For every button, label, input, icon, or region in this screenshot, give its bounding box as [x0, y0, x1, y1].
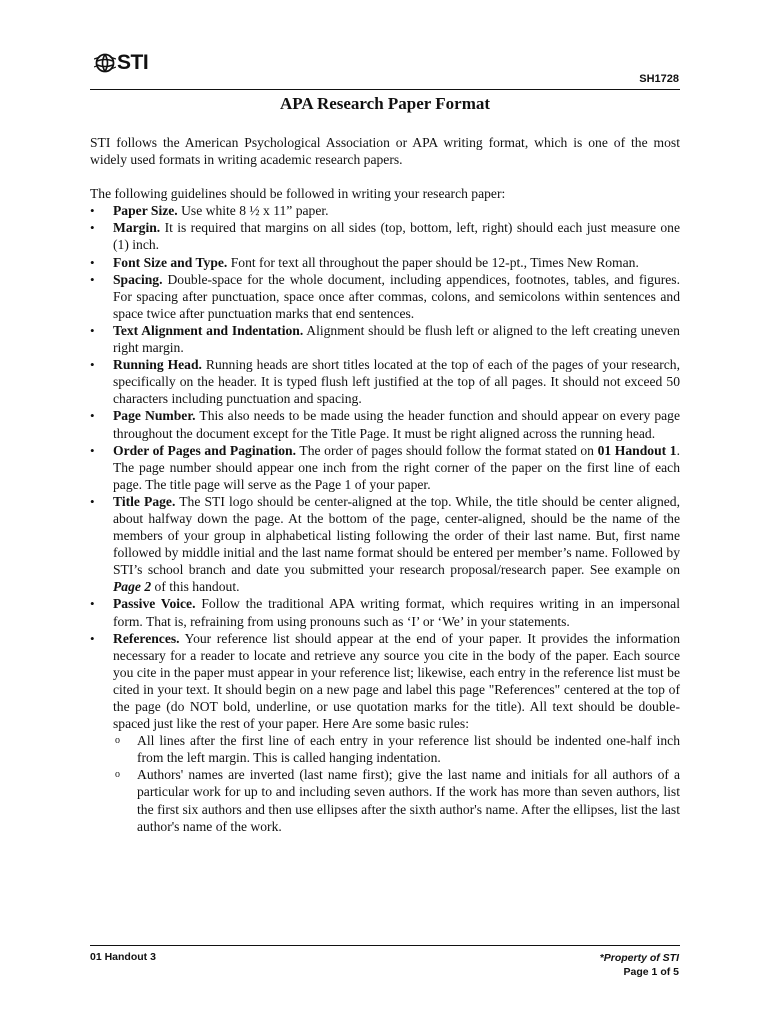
bullet-icon: •	[90, 596, 95, 612]
footer-handout: 01 Handout 3	[90, 951, 156, 963]
list-item	[90, 595, 680, 629]
sub-bullet-text: Authors' names are inverted (last name first); give the last name and initials for all authors of a particular work for up to and including seven authors. If the work has more than seven authors, list the first six authors and then use ellipses after the sixth author's name. After the ellipses, list the last author's name of the work.	[137, 767, 680, 834]
bullet-text: Alignment should be flush left or aligned to the left creating uneven right margin.	[113, 322, 680, 356]
list-item	[90, 630, 680, 835]
page-number: Page 1 of 5	[623, 966, 679, 978]
bullet-title: Font Size and Type.	[113, 254, 228, 270]
bullet-icon: •	[90, 357, 95, 373]
sti-logo	[94, 52, 148, 73]
bullet-icon: •	[90, 408, 95, 424]
list-item	[90, 219, 680, 253]
intro-paragraph: STI follows the American Psychological Association or APA writing format, which is one of the most widely used formats in writing academic research papers.	[90, 135, 680, 168]
bullet-title: Margin.	[113, 220, 161, 236]
bullet-text: The order of pages should follow the format stated on	[296, 442, 598, 458]
footer-info	[600, 951, 679, 979]
list-item	[90, 202, 680, 219]
header-divider	[90, 89, 680, 90]
footer-divider	[90, 945, 680, 946]
bullet-text: This also needs to be made using the header function and should appear on every page throughout the document except for the Title Page. It must be right aligned across the running head.	[113, 408, 681, 441]
bullet-title: References.	[113, 630, 180, 646]
list-item	[90, 322, 680, 356]
footer-property: *Property of STI	[599, 952, 679, 964]
bullet-icon: •	[90, 271, 95, 287]
handout-reference: 01 Handout 1	[597, 442, 677, 458]
bullet-title: Page Number.	[113, 408, 196, 424]
bullet-icon: •	[90, 493, 95, 509]
document-code: SH1728	[639, 73, 679, 85]
guidelines-lead: The following guidelines should be followed in writing your research paper:	[90, 186, 506, 202]
references-rules-list	[113, 732, 680, 835]
bullet-title: Order of Pages and Pagination.	[113, 442, 297, 458]
list-item	[90, 254, 680, 271]
bullet-text: Your reference list should appear at the end of your paper. It provides the information necessary for a reader to locate and retrieve any source you cite in the body of the paper. Each source you cite in the paper must appear in your reference list; likewise, each entry in the reference list must be cited in your text. It should begin on a new page and label this page "References" centered at the top of the page (do NOT bold, underline, or use quotation marks for the title). All text should be double-spaced just like the rest of your paper. Here Are some basic rules:	[113, 630, 680, 732]
guidelines-list	[90, 202, 680, 834]
bullet-text: Double-space for the whole document, including appendices, footnotes, tables, and figures. For spacing after punctuation, space once after commas, colons, and semicolons within sentences and space twice after punctuation marks that end sentences.	[113, 271, 680, 321]
list-item	[90, 407, 680, 441]
page-reference: Page 2	[113, 579, 152, 595]
logo-text: STI	[117, 51, 149, 74]
sub-bullet-icon: o	[115, 769, 120, 781]
bullet-text: Follow the traditional APA writing format, which requires writing in an impersonal form. That is, refraining from using pronouns such as ‘I’ or ‘We’ in your statements.	[113, 596, 680, 629]
bullet-icon: •	[90, 322, 95, 338]
bullet-text: of this handout.	[151, 579, 240, 595]
bullet-title: Title Page.	[113, 493, 176, 509]
bullet-text: Running heads are short titles located at the top of each of the pages of your research, specifically on the header. It is typed flush left justified at the top of all pages. It should not exceed 50 characters including punctuation and spacing.	[113, 357, 680, 407]
bullet-title: Text Alignment and Indentation.	[113, 322, 304, 338]
bullet-icon: •	[90, 203, 95, 219]
bullet-icon: •	[90, 630, 95, 646]
bullet-text: It is required that margins on all sides (top, bottom, left, right) should each just measure one (1) inch.	[113, 220, 680, 253]
bullet-text: Use white 8 ½ x 11” paper.	[177, 203, 329, 219]
list-item	[90, 493, 680, 596]
bullet-title: Passive Voice.	[113, 596, 196, 612]
sub-bullet-text: All lines after the first line of each entry in your reference list should be indented one-half inch from the left margin. This is called hanging indentation.	[137, 733, 680, 766]
bullet-title: Spacing.	[113, 271, 163, 287]
list-item	[90, 442, 680, 493]
sub-list-item	[113, 732, 680, 766]
bullet-title: Running Head.	[113, 357, 202, 373]
bullet-icon: •	[90, 254, 95, 270]
bullet-icon: •	[90, 442, 95, 458]
bullet-title: Paper Size.	[113, 203, 178, 219]
sub-bullet-icon: o	[115, 735, 120, 747]
list-item	[90, 271, 680, 322]
list-item	[90, 356, 680, 407]
bullet-text: The STI logo should be center-aligned at the top. While, the title should be center aligned, about halfway down the page. At the bottom of the page, center-aligned, should be the name of the members of your group in alphabetical listing following the order of their last name. But, first name followed by middle initial and the last name format should be entered per member’s name. Followed by STI’s school branch and date you submitted your research proposal/research paper. See example on	[113, 493, 680, 578]
bullet-text: Font for text all throughout the paper should be 12-pt., Times New Roman.	[227, 254, 639, 270]
bullet-icon: •	[90, 220, 95, 236]
globe-icon	[94, 53, 116, 73]
page-title: APA Research Paper Format	[279, 94, 491, 113]
sub-list-item	[113, 766, 680, 834]
document-body	[90, 134, 680, 835]
bullet-text: . The page number should appear one inch from the right corner of the paper on the first line of each page. The title page will serve as the Page 1 of your paper.	[113, 442, 681, 492]
